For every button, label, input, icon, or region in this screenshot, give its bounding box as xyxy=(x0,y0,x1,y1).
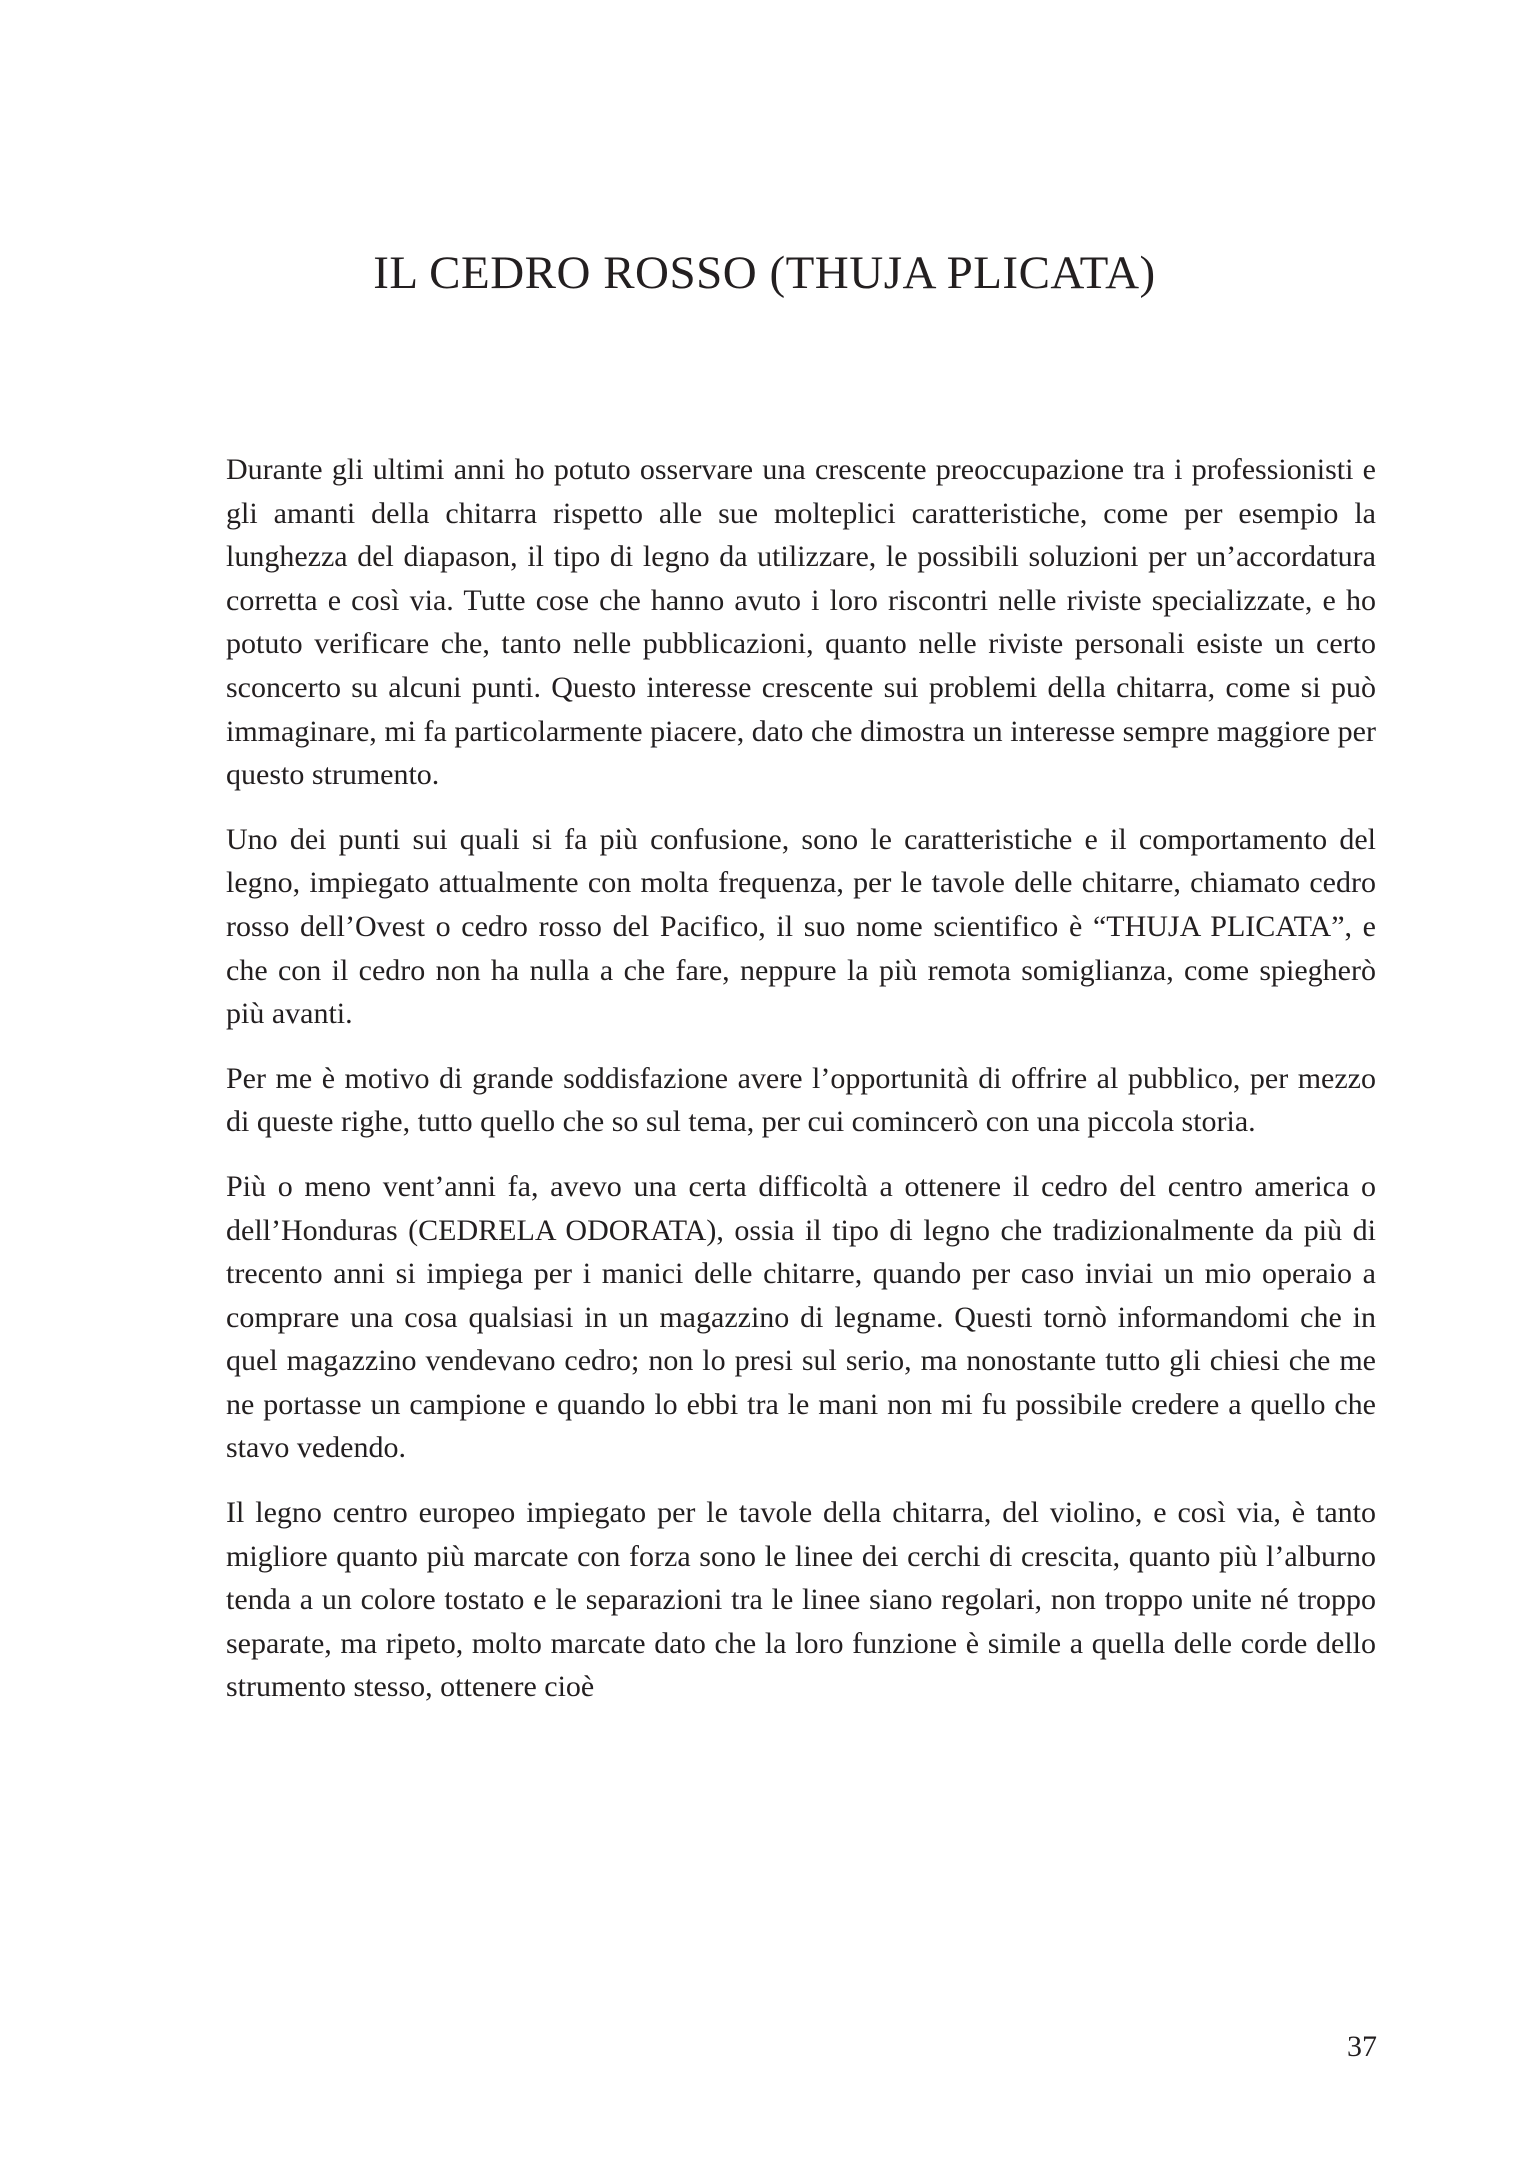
page-number: 37 xyxy=(1347,2030,1377,2063)
paragraph-3: Per me è motivo di grande soddisfazione avere l’opportunità di offrire al pubblico, per mezzo di queste righe, tutto quello che so sul tema, per cui comincerò con una piccola storia. xyxy=(226,1061,1376,1139)
paragraph-1: Durante gli ultimi anni ho potuto osservare una crescente preoccupazione tra i professionisti e gli amanti della chitarra rispetto alle sue molteplici caratteristiche, come per esempio la lunghezza del diapason, il tipo di legno da utilizzare, le possibili soluzioni per un’accordatura corretta e così via. Tutte cose che hanno avuto i loro riscontri nelle riviste specializzate, e ho potuto verificare che, tanto nelle pubblicazioni, quanto nelle riviste personali esiste un certo sconcerto su alcuni punti. Questo interesse crescente sui problemi della chitarra, come si può immaginare, mi fa particolarmente piacere, dato che dimostra un interesse sempre maggiore per questo strumento. xyxy=(226,453,1376,792)
body-text xyxy=(226,448,1376,1730)
paragraph-4: Più o meno vent’anni fa, avevo una certa difficoltà a ottenere il cedro del centro america o dell’Honduras (CEDRELA ODORATA), ossia il tipo di legno che tradizionalmente da più di trecento anni si impiega per i manici delle chitarre, quando per caso inviai un mio operaio a comprare una cosa qualsiasi in un magazzino di legname. Questi tornò informandomi che in quel magazzino vendevano cedro; non lo presi sul serio, ma nonostante tutto gli chiesi che me ne portasse un campione e quando lo ebbi tra le mani non mi fu possibile credere a quello che stavo vedendo. xyxy=(226,1169,1376,1465)
paragraph-2: Uno dei punti sui quali si fa più confusione, sono le caratteristiche e il comportamento del legno, impiegato attualmente con molta frequenza, per le tavole delle chitarre, chiamato cedro rosso dell’Ovest o cedro rosso del Pacifico, il suo nome scientifico è “THUJA PLICATA”, e che con il cedro non ha nulla a che fare, neppure la più remota somiglianza, come spiegherò più avanti. xyxy=(226,822,1376,1031)
paragraph-5: Il legno centro europeo impiegato per le tavole della chitarra, del violino, e così via, è tanto migliore quanto più marcate con forza sono le linee dei cerchi di crescita, quanto più l’alburno tenda a un colore tostato e le separazioni tra le linee siano regolari, non troppo unite né troppo separate, ma ripeto, molto marcate dato che la loro funzione è simile a quella delle corde dello strumento stesso, ottenere cioè xyxy=(226,1496,1376,1704)
chapter-title: IL CEDRO ROSSO (THUJA PLICATA) xyxy=(373,247,1156,299)
